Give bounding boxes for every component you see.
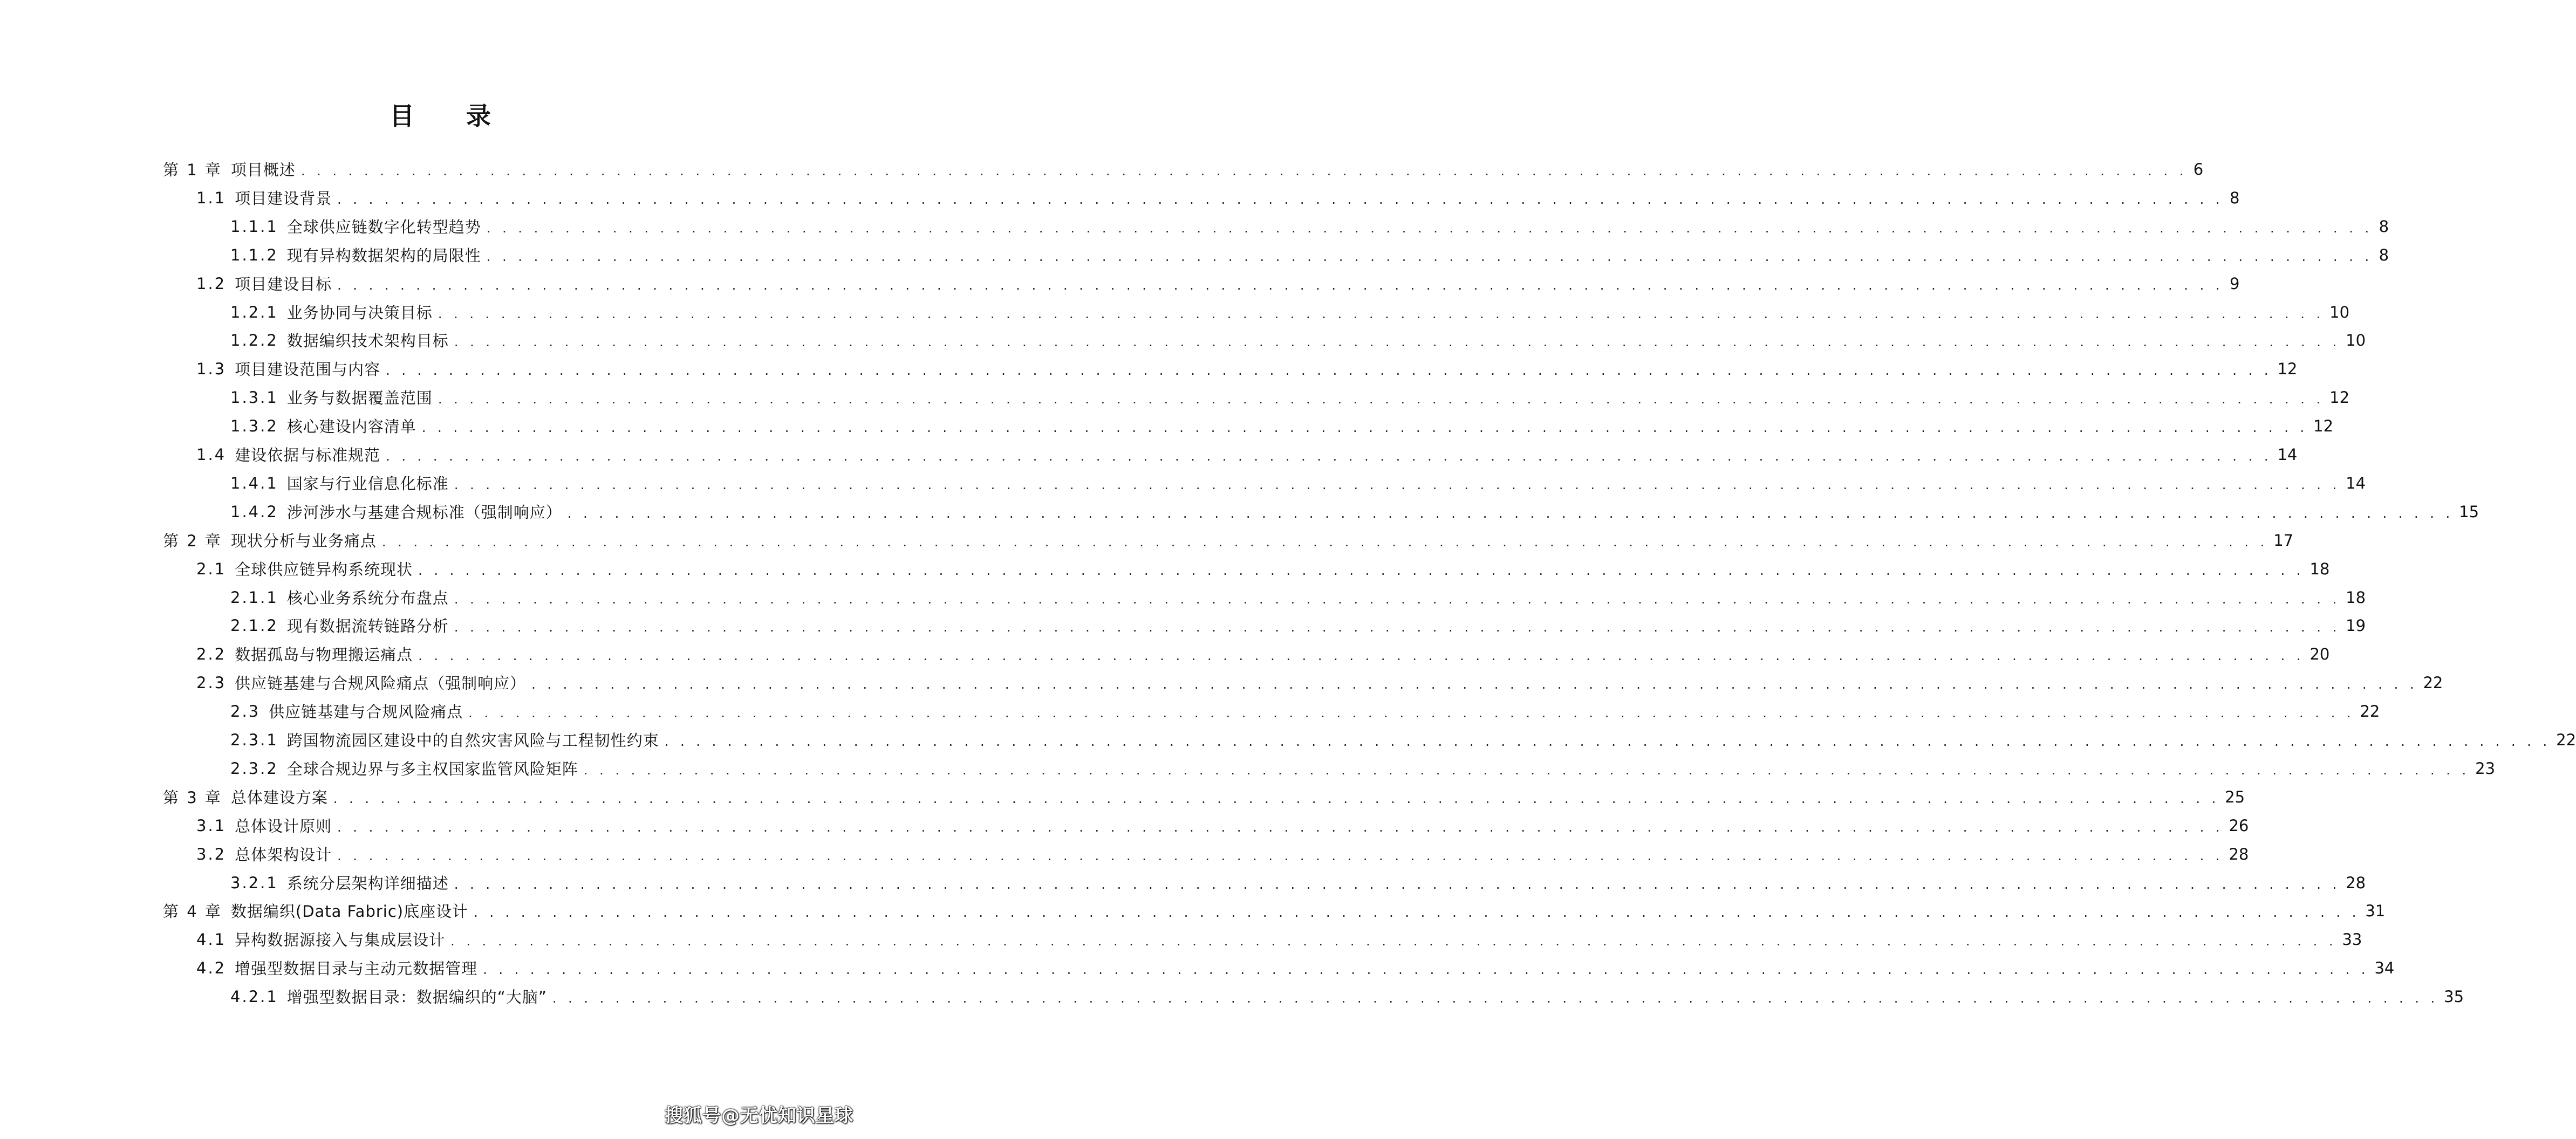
toc-entry-number: 2.3 [196,673,227,692]
toc-entry-label: 全球供应链数字化转型趋势 [286,218,481,236]
toc-dot-leader: . . . . . . . . . . . . . . . . . . . . . . . . . . . . . . . . . . . . . . . . . . . . . . . . . . . . . . . . . . . . . . . . . . . . . . . . . . . . . . . . . . . . . . . . . . . . . . . . . . . . . . . . . . . . . . . . . . . . . . . . [337,277,2224,293]
toc-entry[interactable] [230,383,2350,411]
toc-entry-number: 1.1 [196,188,227,207]
toc-entry-number: 1.4.2 [230,502,278,521]
toc-entry[interactable] [230,868,2366,897]
toc-entry-page-number: 34 [2374,958,2395,977]
toc-entry[interactable] [196,554,2330,583]
toc-entry-page-number: 12 [2329,388,2350,407]
toc-entry-label: 总体设计原则 [235,817,332,835]
toc-entry-label: 业务协同与决策目标 [286,304,433,322]
toc-entry-page-number: 18 [2346,588,2366,607]
toc-entry[interactable] [230,298,2350,326]
toc-entry-number: 2.2 [196,644,227,663]
toc-entry-label: 项目概述 [230,161,296,179]
toc-entry-number: 1.1.1 [230,217,278,236]
toc-dot-leader: . . . . . . . . . . . . . . . . . . . . . . . . . . . . . . . . . . . . . . . . . . . . . . . . . . . . . . . . . . . . . . . . . . . . . . . . . . . . . . . . . . . . . . . . . . . . . . . . . . . . . . . . . . . . . . . . . . . . . . . . [337,191,2224,207]
toc-entry-number: 1.2 [196,274,227,293]
toc-entry-label: 跨国物流园区建设中的自然灾害风险与工程韧性约束 [286,731,659,750]
toc-dot-leader: . . . . . . . . . . . . . . . . . . . . . . . . . . . . . . . . . . . . . . . . . . . . . . . . . . . . . . . . . . . . . . . . . . . . . . . . . . . . . . . . . . . . . . . . . . . . . . . . . . . . . . . . . . . . . . . . . . . . . . . . [421,420,2308,435]
toc-dot-leader: . . . . . . . . . . . . . . . . . . . . . . . . . . . . . . . . . . . . . . . . . . . . . . . . . . . . . . . . . . . . . . . . . . . . . . . . . . . . . . . . . . . . . . . . . . . . . . . . . . . . . . . . . . . . . . . . . . . . . . . . [454,591,2341,607]
toc-entry[interactable] [196,440,2298,469]
toc-entry-number: 1.4.1 [230,474,278,492]
toc-entry-number: 第 3 章 [163,788,222,807]
toc-entry-page-number: 15 [2459,502,2479,521]
toc-dot-leader: . . . . . . . . . . . . . . . . . . . . . . . . . . . . . . . . . . . . . . . . . . . . . . . . . . . . . . . . . . . . . . . . . . . . . . . . . . . . . . . . . . . . . . . . . . . . . . . . . . . . . . . . . . . . . . . . . . . . . . . . [454,334,2341,349]
toc-dot-leader: . . . . . . . . . . . . . . . . . . . . . . . . . . . . . . . . . . . . . . . . . . . . . . . . . . . . . . . . . . . . . . . . . . . . . . . . . . . . . . . . . . . . . . . . . . . . . . . . . . . . . . . . . . . . . . . . . . . . . . . . [300,163,2188,179]
toc-entry-label: 核心业务系统分布盘点 [286,589,449,607]
toc-entry-label: 总体架构设计 [235,846,332,864]
toc-entry-label: 增强型数据目录与主动元数据管理 [235,959,478,978]
toc-entry-label: 全球供应链异构系统现状 [235,560,413,579]
toc-entry[interactable] [196,640,2330,668]
toc-entry-number: 3.2 [196,845,227,863]
toc-entry-number: 1.2.2 [230,331,278,349]
toc-dot-leader: . . . . . . . . . . . . . . . . . . . . . . . . . . . . . . . . . . . . . . . . . . . . . . . . . . . . . . . . . . . . . . . . . . . . . . . . . . . . . . . . . . . . . . . . . . . . . . . . . . . . . . . . . . . . . . . . . . . . . . . . [418,562,2305,578]
toc-entry[interactable] [230,497,2479,526]
toc-entry-number: 2.3 [230,702,261,721]
page-title: 目 录 [389,101,513,131]
toc-entry-page-number: 20 [2309,644,2330,663]
toc-entry[interactable] [163,783,2245,811]
toc-entry-page-number: 6 [2193,160,2204,179]
toc-entry[interactable] [163,155,2204,183]
toc-dot-leader: . . . . . . . . . . . . . . . . . . . . . . . . . . . . . . . . . . . . . . . . . . . . . . . . . . . . . . . . . . . . . . . . . . . . . . . . . . . . . . . . . . . . . . . . . . . . . . . . . . . . . . . . . . . . . . . . . . . . . . . . [552,990,2439,1006]
toc-entry[interactable] [196,811,2249,840]
toc-dot-leader: . . . . . . . . . . . . . . . . . . . . . . . . . . . . . . . . . . . . . . . . . . . . . . . . . . . . . . . . . . . . . . . . . . . . . . . . . . . . . . . . . . . . . . . . . . . . . . . . . . . . . . . . . . . . . . . . . . . . . . . . [567,505,2454,521]
toc-entry[interactable] [230,697,2380,725]
toc-entry-label: 总体建设方案 [230,788,328,807]
toc-entry[interactable] [196,183,2240,212]
toc-entry-page-number: 25 [2225,787,2245,806]
toc-entry-label: 建设依据与标准规范 [235,446,381,464]
toc-entry-label: 国家与行业信息化标准 [286,475,449,493]
toc-entry-page-number: 9 [2230,274,2240,293]
toc-entry-number: 4.2 [196,958,227,977]
toc-dot-leader: . . . . . . . . . . . . . . . . . . . . . . . . . . . . . . . . . . . . . . . . . . . . . . . . . . . . . . . . . . . . . . . . . . . . . . . . . . . . . . . . . . . . . . . . . . . . . . . . . . . . . . . . . . . . . . . . . . . . . . . . [486,220,2373,236]
toc-dot-leader: . . . . . . . . . . . . . . . . . . . . . . . . . . . . . . . . . . . . . . . . . . . . . . . . . . . . . . . . . . . . . . . . . . . . . . . . . . . . . . . . . . . . . . . . . . . . . . . . . . . . . . . . . . . . . . . . . . . . . . . . [337,848,2224,863]
toc-entry-page-number: 23 [2475,759,2496,778]
toc-entry-label: 涉河涉水与基建合规标准（强制响应） [286,503,562,522]
toc-dot-leader: . . . . . . . . . . . . . . . . . . . . . . . . . . . . . . . . . . . . . . . . . . . . . . . . . . . . . . . . . . . . . . . . . . . . . . . . . . . . . . . . . . . . . . . . . . . . . . . . . . . . . . . . . . . . . . . . . . . . . . . . [664,733,2551,749]
toc-dot-leader: . . . . . . . . . . . . . . . . . . . . . . . . . . . . . . . . . . . . . . . . . . . . . . . . . . . . . . . . . . . . . . . . . . . . . . . . . . . . . . . . . . . . . . . . . . . . . . . . . . . . . . . . . . . . . . . . . . . . . . . . [438,391,2325,407]
toc-entry-page-number: 17 [2273,531,2294,550]
toc-entry[interactable] [230,411,2334,440]
toc-entry-page-number: 22 [2556,730,2576,749]
toc-dot-leader: . . . . . . . . . . . . . . . . . . . . . . . . . . . . . . . . . . . . . . . . . . . . . . . . . . . . . . . . . . . . . . . . . . . . . . . . . . . . . . . . . . . . . . . . . . . . . . . . . . . . . . . . . . . . . . . . . . . . . . . . [486,249,2373,264]
toc-entry-number: 1.3 [196,359,227,378]
toc-entry-label: 增强型数据目录：数据编织的“大脑” [286,988,547,1006]
toc-entry-number: 第 2 章 [163,532,222,550]
toc-entry-number: 2.1.1 [230,588,278,607]
toc-entry[interactable] [196,269,2240,298]
toc-dot-leader: . . . . . . . . . . . . . . . . . . . . . . . . . . . . . . . . . . . . . . . . . . . . . . . . . . . . . . . . . . . . . . . . . . . . . . . . . . . . . . . . . . . . . . . . . . . . . . . . . . . . . . . . . . . . . . . . . . . . . . . . [418,648,2305,663]
toc-entry-label: 核心建设内容清单 [286,417,416,436]
toc-entry-page-number: 33 [2342,930,2362,949]
toc-entry[interactable] [230,725,2576,754]
watermark: 搜狐号@无忧知识星球 [665,1105,853,1127]
toc-entry-number: 2.1.2 [230,616,278,635]
toc-dot-leader: . . . . . . . . . . . . . . . . . . . . . . . . . . . . . . . . . . . . . . . . . . . . . . . . . . . . . . . . . . . . . . . . . . . . . . . . . . . . . . . . . . . . . . . . . . . . . . . . . . . . . . . . . . . . . . . . . . . . . . . . [468,705,2355,721]
toc-entry-number: 4.2.1 [230,987,278,1006]
toc-entry-page-number: 31 [2365,901,2386,920]
toc-entry[interactable] [230,469,2366,497]
toc-entry[interactable] [196,953,2395,982]
toc-entry-page-number: 14 [2346,474,2366,492]
toc-entry[interactable] [230,241,2389,269]
toc-entry[interactable] [196,925,2362,953]
toc-dot-leader: . . . . . . . . . . . . . . . . . . . . . . . . . . . . . . . . . . . . . . . . . . . . . . . . . . . . . . . . . . . . . . . . . . . . . . . . . . . . . . . . . . . . . . . . . . . . . . . . . . . . . . . . . . . . . . . . . . . . . . . . [450,933,2337,949]
toc-entry-number: 第 1 章 [163,161,222,179]
toc-entry-label: 数据孤岛与物理搬运痛点 [235,646,413,664]
toc-entry-label: 项目建设范围与内容 [235,360,381,379]
toc-entry[interactable] [230,754,2496,783]
toc-entry-page-number: 8 [2230,188,2240,207]
toc-entry-page-number: 18 [2309,559,2330,578]
toc-entry-number: 1.4 [196,445,227,464]
toc-entry-label: 现状分析与业务痛点 [230,532,377,550]
toc-entry-label: 异构数据源接入与集成层设计 [235,931,446,949]
toc-entry-page-number: 26 [2229,816,2249,835]
toc-entry-label: 项目建设目标 [235,275,332,293]
toc-dot-leader: . . . . . . . . . . . . . . . . . . . . . . . . . . . . . . . . . . . . . . . . . . . . . . . . . . . . . . . . . . . . . . . . . . . . . . . . . . . . . . . . . . . . . . . . . . . . . . . . . . . . . . . . . . . . . . . . . . . . . . . . [438,306,2325,321]
toc-entry[interactable] [230,326,2366,354]
toc-entry-page-number: 10 [2329,303,2350,321]
toc-entry-label: 数据编织技术架构目标 [286,332,449,350]
toc-entry-label: 数据编织(Data Fabric)底座设计 [230,902,469,921]
toc-entry-label: 项目建设背景 [235,189,332,208]
toc-dot-leader: . . . . . . . . . . . . . . . . . . . . . . . . . . . . . . . . . . . . . . . . . . . . . . . . . . . . . . . . . . . . . . . . . . . . . . . . . . . . . . . . . . . . . . . . . . . . . . . . . . . . . . . . . . . . . . . . . . . . . . . . [454,876,2341,892]
toc-entry[interactable] [196,668,2443,697]
toc-entry-page-number: 12 [2277,359,2298,378]
toc-entry-page-number: 8 [2379,245,2389,264]
toc-entry[interactable] [196,354,2298,383]
toc-entry-number: 1.3.2 [230,416,278,435]
toc-entry-page-number: 12 [2313,416,2334,435]
toc-entry-page-number: 19 [2346,616,2366,635]
toc-entry-label: 业务与数据覆盖范围 [286,389,433,407]
toc-entry[interactable] [230,982,2464,1011]
toc-entry-page-number: 28 [2229,845,2249,863]
toc-dot-leader: . . . . . . . . . . . . . . . . . . . . . . . . . . . . . . . . . . . . . . . . . . . . . . . . . . . . . . . . . . . . . . . . . . . . . . . . . . . . . . . . . . . . . . . . . . . . . . . . . . . . . . . . . . . . . . . . . . . . . . . . [381,534,2268,550]
toc-dot-leader: . . . . . . . . . . . . . . . . . . . . . . . . . . . . . . . . . . . . . . . . . . . . . . . . . . . . . . . . . . . . . . . . . . . . . . . . . . . . . . . . . . . . . . . . . . . . . . . . . . . . . . . . . . . . . . . . . . . . . . . . [474,904,2360,920]
toc-entry-label: 系统分层架构详细描述 [286,874,449,893]
toc-entry[interactable] [230,212,2389,241]
toc-entry-number: 1.1.2 [230,245,278,264]
toc-entry-number: 2.1 [196,559,227,578]
toc-entry-label: 供应链基建与合规风险痛点（强制响应） [235,674,527,692]
toc-entry-number: 2.3.1 [230,730,278,749]
toc-entry-label: 现有异构数据架构的局限性 [286,246,481,265]
toc-entry-label: 现有数据流转链路分析 [286,617,449,635]
toc-entry-number: 3.1 [196,816,227,835]
toc-entry-number: 第 4 章 [163,902,222,921]
toc-dot-leader: . . . . . . . . . . . . . . . . . . . . . . . . . . . . . . . . . . . . . . . . . . . . . . . . . . . . . . . . . . . . . . . . . . . . . . . . . . . . . . . . . . . . . . . . . . . . . . . . . . . . . . . . . . . . . . . . . . . . . . . . [454,477,2341,492]
toc-entry-page-number: 35 [2444,987,2464,1006]
toc-entry-page-number: 14 [2277,445,2298,464]
toc-entry[interactable] [230,611,2366,640]
toc-dot-leader: . . . . . . . . . . . . . . . . . . . . . . . . . . . . . . . . . . . . . . . . . . . . . . . . . . . . . . . . . . . . . . . . . . . . . . . . . . . . . . . . . . . . . . . . . . . . . . . . . . . . . . . . . . . . . . . . . . . . . . . . [531,676,2418,692]
toc-entry-page-number: 22 [2423,673,2443,692]
toc-entry-number: 3.2.1 [230,873,278,892]
toc-entry-page-number: 28 [2346,873,2366,892]
toc-entry-number: 4.1 [196,930,227,949]
toc-entry[interactable] [230,583,2366,612]
toc-entry[interactable] [196,840,2249,868]
toc-entry[interactable] [163,526,2294,554]
toc-entry[interactable] [163,896,2386,925]
toc-dot-leader: . . . . . . . . . . . . . . . . . . . . . . . . . . . . . . . . . . . . . . . . . . . . . . . . . . . . . . . . . . . . . . . . . . . . . . . . . . . . . . . . . . . . . . . . . . . . . . . . . . . . . . . . . . . . . . . . . . . . . . . . [386,362,2272,378]
toc-entry-page-number: 10 [2346,331,2366,349]
toc-dot-leader: . . . . . . . . . . . . . . . . . . . . . . . . . . . . . . . . . . . . . . . . . . . . . . . . . . . . . . . . . . . . . . . . . . . . . . . . . . . . . . . . . . . . . . . . . . . . . . . . . . . . . . . . . . . . . . . . . . . . . . . . [483,962,2369,977]
toc-entry-page-number: 22 [2360,702,2380,721]
toc-entry-number: 1.3.1 [230,388,278,407]
toc-dot-leader: . . . . . . . . . . . . . . . . . . . . . . . . . . . . . . . . . . . . . . . . . . . . . . . . . . . . . . . . . . . . . . . . . . . . . . . . . . . . . . . . . . . . . . . . . . . . . . . . . . . . . . . . . . . . . . . . . . . . . . . . [386,448,2272,464]
toc-dot-leader: . . . . . . . . . . . . . . . . . . . . . . . . . . . . . . . . . . . . . . . . . . . . . . . . . . . . . . . . . . . . . . . . . . . . . . . . . . . . . . . . . . . . . . . . . . . . . . . . . . . . . . . . . . . . . . . . . . . . . . . . [583,762,2470,778]
toc-entry-label: 供应链基建与合规风险痛点 [269,703,463,721]
toc-entry-label: 全球合规边界与多主权国家监管风险矩阵 [286,760,578,778]
toc-dot-leader: . . . . . . . . . . . . . . . . . . . . . . . . . . . . . . . . . . . . . . . . . . . . . . . . . . . . . . . . . . . . . . . . . . . . . . . . . . . . . . . . . . . . . . . . . . . . . . . . . . . . . . . . . . . . . . . . . . . . . . . . [333,791,2220,806]
toc-dot-leader: . . . . . . . . . . . . . . . . . . . . . . . . . . . . . . . . . . . . . . . . . . . . . . . . . . . . . . . . . . . . . . . . . . . . . . . . . . . . . . . . . . . . . . . . . . . . . . . . . . . . . . . . . . . . . . . . . . . . . . . . [454,619,2341,635]
toc-entry-number: 1.2.1 [230,303,278,321]
toc-entry-number: 2.3.2 [230,759,278,778]
toc-dot-leader: . . . . . . . . . . . . . . . . . . . . . . . . . . . . . . . . . . . . . . . . . . . . . . . . . . . . . . . . . . . . . . . . . . . . . . . . . . . . . . . . . . . . . . . . . . . . . . . . . . . . . . . . . . . . . . . . . . . . . . . . [337,819,2224,835]
toc-entry-page-number: 8 [2379,217,2389,236]
